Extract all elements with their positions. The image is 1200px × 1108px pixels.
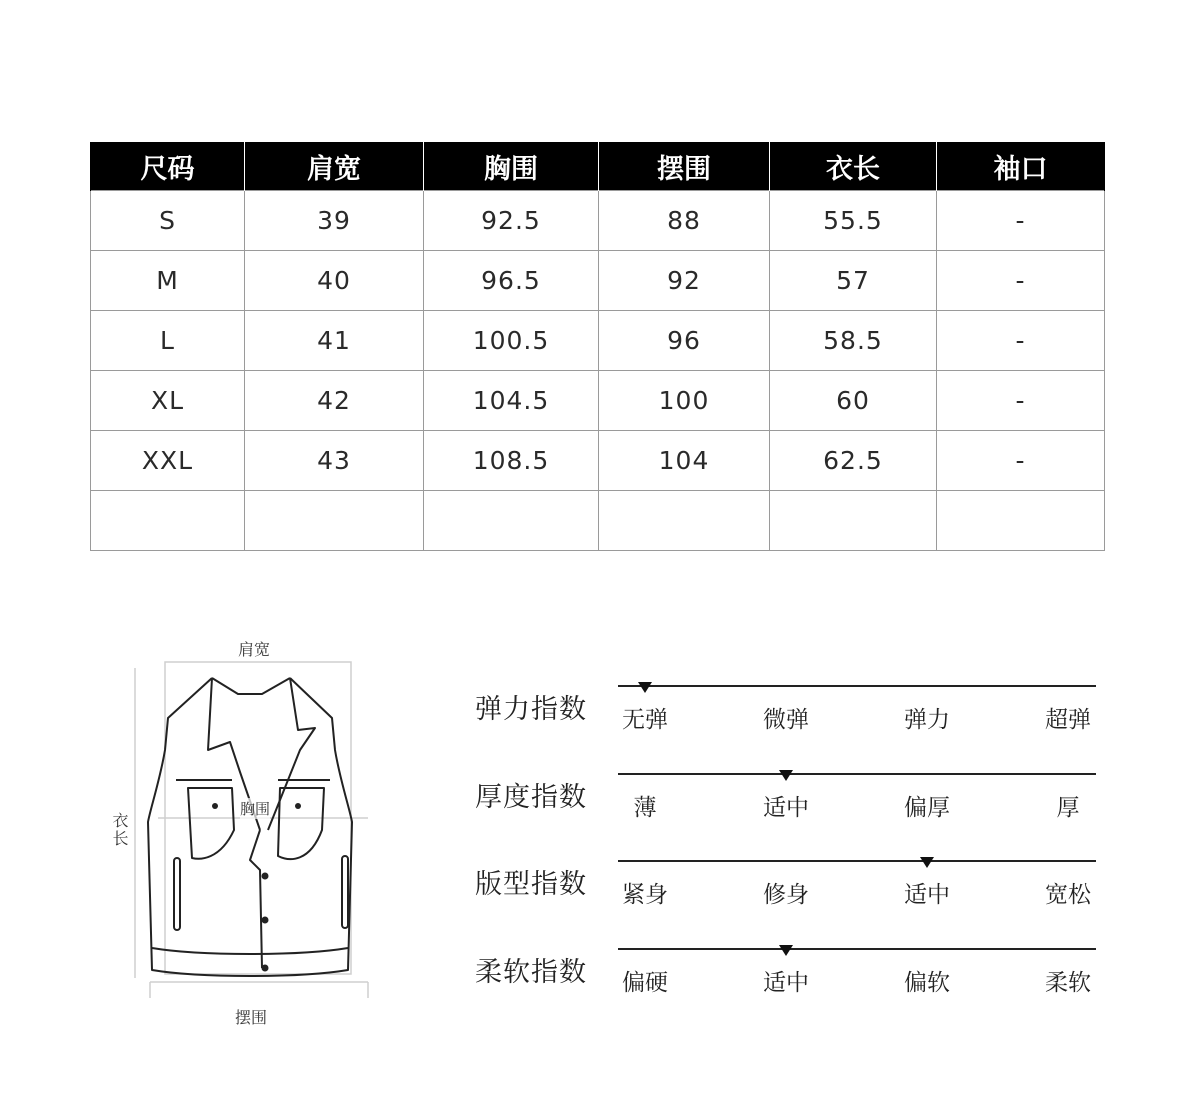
vest-front-opening: [250, 830, 262, 968]
table-cell: 55.5: [770, 191, 937, 251]
index-row-softness: [475, 948, 1105, 1008]
index-row-fit: [475, 860, 1105, 920]
index-option: 厚: [1056, 795, 1080, 821]
index-option: 适中: [763, 970, 809, 996]
table-cell: 39: [245, 191, 424, 251]
vest-hem-band: [152, 948, 348, 954]
index-scale-line: [618, 773, 1096, 775]
index-marker-icon: [638, 682, 652, 693]
vest-slit-right: [342, 856, 348, 928]
hem-label: 摆围: [235, 1008, 268, 1027]
index-title: 柔软指数: [475, 957, 587, 988]
index-option: 宽松: [1045, 882, 1091, 908]
index-option: 修身: [763, 882, 809, 908]
index-option: 紧身: [622, 882, 668, 908]
table-cell: -: [937, 371, 1105, 431]
header-length: 衣长: [770, 142, 937, 191]
chest-label: 胸围: [240, 800, 271, 818]
table-cell: 92: [599, 251, 770, 311]
table-cell: M: [91, 251, 245, 311]
size-table-header: [91, 142, 1105, 191]
table-cell: -: [937, 251, 1105, 311]
table-cell: 88: [599, 191, 770, 251]
table-cell: 57: [770, 251, 937, 311]
table-cell: -: [937, 311, 1105, 371]
table-cell: [91, 491, 245, 551]
index-option: 适中: [763, 795, 809, 821]
index-option: 超弹: [1045, 707, 1091, 733]
index-option: 薄: [633, 795, 657, 821]
table-cell: 60: [770, 371, 937, 431]
index-marker-icon: [920, 857, 934, 868]
table-cell: S: [91, 191, 245, 251]
table-cell: -: [937, 191, 1105, 251]
index-option: 偏硬: [622, 970, 668, 996]
index-option: 无弹: [622, 707, 668, 733]
table-cell: 62.5: [770, 431, 937, 491]
length-label: 衣长: [110, 812, 129, 848]
vest-pocket-left: [188, 788, 234, 859]
header-cuff: 袖口: [937, 142, 1105, 191]
table-cell: L: [91, 311, 245, 371]
table-cell: 100.5: [424, 311, 599, 371]
vest-collar: [212, 678, 290, 694]
index-marker-icon: [779, 945, 793, 956]
index-option: 柔软: [1045, 970, 1091, 996]
header-size: 尺码: [91, 142, 245, 191]
table-cell: -: [937, 431, 1105, 491]
vest-pocket-right: [278, 788, 324, 859]
index-marker-icon: [779, 770, 793, 781]
table-cell: 43: [245, 431, 424, 491]
table-row: [91, 491, 1105, 551]
index-scale-line: [618, 685, 1096, 687]
table-cell: 108.5: [424, 431, 599, 491]
index-option: 偏厚: [904, 795, 950, 821]
table-row: [91, 191, 1105, 251]
size-table: [90, 142, 1105, 551]
table-cell: XXL: [91, 431, 245, 491]
vest-slit-left: [174, 858, 180, 930]
table-cell: 104.5: [424, 371, 599, 431]
shoulder-width-label: 肩宽: [238, 640, 271, 659]
index-option: 弹力: [904, 707, 950, 733]
table-cell: 100: [599, 371, 770, 431]
index-option: 适中: [904, 882, 950, 908]
table-cell: [245, 491, 424, 551]
header-shoulder: 肩宽: [245, 142, 424, 191]
table-row: [91, 251, 1105, 311]
index-title: 厚度指数: [475, 782, 587, 813]
header-hem: 摆围: [599, 142, 770, 191]
table-cell: [937, 491, 1105, 551]
table-cell: [599, 491, 770, 551]
table-cell: [770, 491, 937, 551]
index-title: 弹力指数: [475, 694, 587, 725]
index-title: 版型指数: [475, 869, 587, 900]
index-scale-line: [618, 860, 1096, 862]
index-row-elasticity: [475, 685, 1105, 745]
table-row: [91, 431, 1105, 491]
vest-right-lapel: [268, 678, 315, 830]
table-cell: 104: [599, 431, 770, 491]
vest-diagram: [100, 630, 400, 1030]
table-cell: 42: [245, 371, 424, 431]
table-cell: 96: [599, 311, 770, 371]
table-cell: 92.5: [424, 191, 599, 251]
table-cell: 58.5: [770, 311, 937, 371]
index-row-thickness: [475, 773, 1105, 833]
header-chest: 胸围: [424, 142, 599, 191]
table-cell: 96.5: [424, 251, 599, 311]
table-row: [91, 371, 1105, 431]
table-cell: 40: [245, 251, 424, 311]
table-row: [91, 311, 1105, 371]
vest-buttons: [212, 803, 301, 972]
index-option: 偏软: [904, 970, 950, 996]
table-cell: 41: [245, 311, 424, 371]
table-cell: [424, 491, 599, 551]
index-option: 微弹: [763, 707, 809, 733]
index-scale-line: [618, 948, 1096, 950]
table-cell: XL: [91, 371, 245, 431]
